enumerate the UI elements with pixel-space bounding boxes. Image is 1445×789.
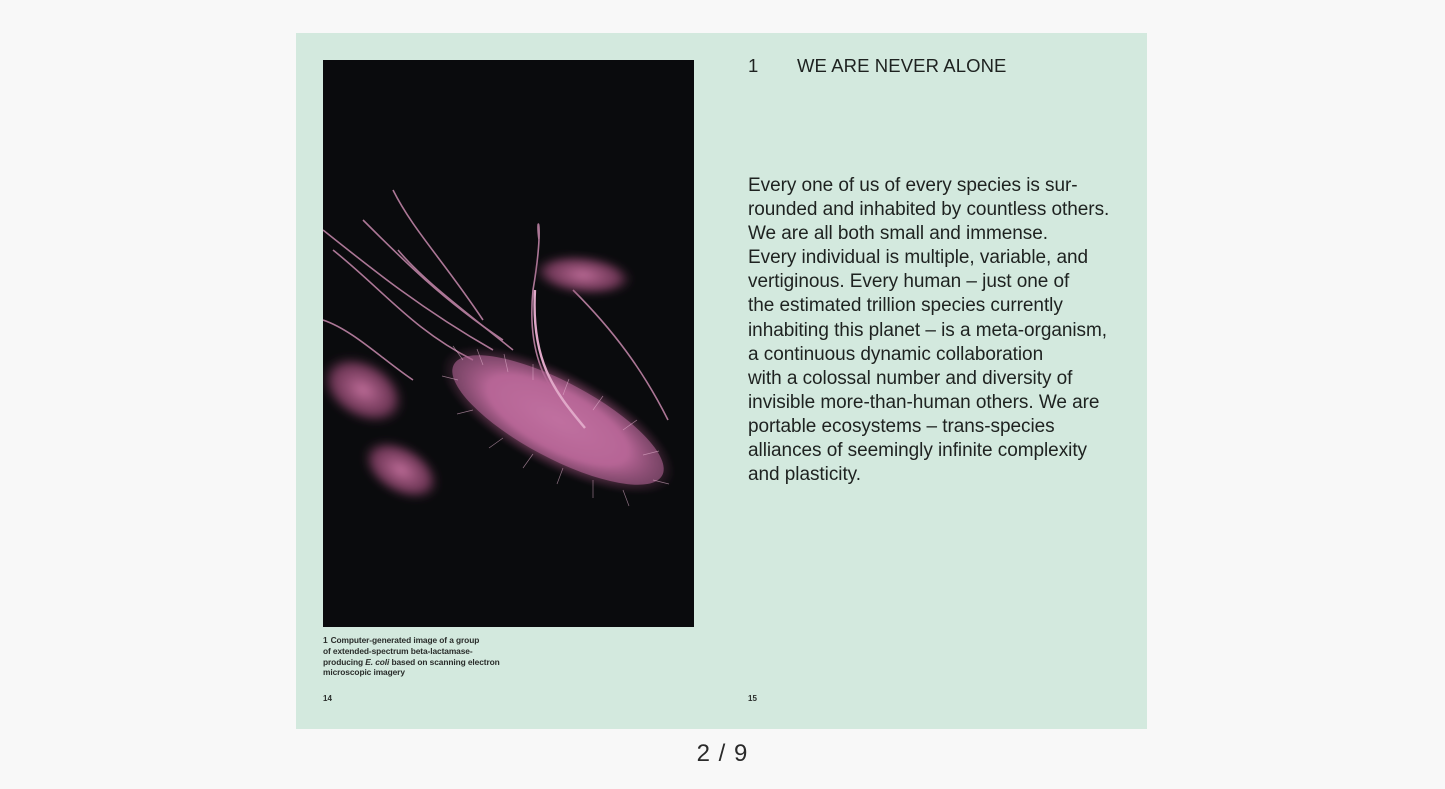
caption-line: microscopic imagery — [323, 667, 405, 678]
ecoli-bacteria-image — [323, 60, 694, 627]
body-line: with a colossal number and diversity of — [748, 367, 1073, 389]
body-line: vertiginous. Every human – just one of — [748, 271, 1070, 293]
caption-line: based on scanning electron — [391, 656, 500, 667]
page-number-right: 15 — [748, 694, 757, 703]
body-line: and plasticity. — [748, 464, 861, 486]
body-line: rounded and inhabited by countless others. — [748, 199, 1110, 221]
caption-line: of extended-spectrum beta-lactamase- — [323, 645, 473, 656]
caption-line: producing — [323, 656, 364, 667]
body-line: a continuous dynamic collaboration — [748, 343, 1044, 365]
body-line: Every one of us of every species is sur- — [748, 175, 1078, 196]
book-spread — [296, 33, 1147, 729]
chapter-title: WE ARE NEVER ALONE — [797, 55, 1007, 76]
body-line: We are all both small and immense. — [748, 223, 1048, 245]
body-line: portable ecosystems – trans-species — [748, 415, 1055, 437]
chapter-heading — [748, 55, 1006, 77]
caption-number: 1 — [323, 635, 328, 645]
chapter-number: 1 — [748, 55, 759, 76]
body-paragraph — [748, 174, 1138, 487]
body-line: alliances of seemingly infinite complexity — [748, 440, 1088, 462]
page-counter: 2 / 9 — [696, 740, 749, 767]
body-line: Every individual is multiple, variable, and — [748, 247, 1089, 269]
body-line: inhabiting this planet – is a meta-organism, — [748, 319, 1107, 341]
bacteria-illustration-icon — [323, 60, 694, 627]
figure-caption — [323, 635, 523, 678]
caption-line: Computer-generated image of a group — [330, 635, 480, 645]
caption-species-name: E. coli — [365, 656, 390, 667]
page-number-left: 14 — [323, 694, 332, 703]
body-line: the estimated trillion species currently — [748, 295, 1063, 317]
body-line: invisible more-than-human others. We are — [748, 391, 1100, 413]
